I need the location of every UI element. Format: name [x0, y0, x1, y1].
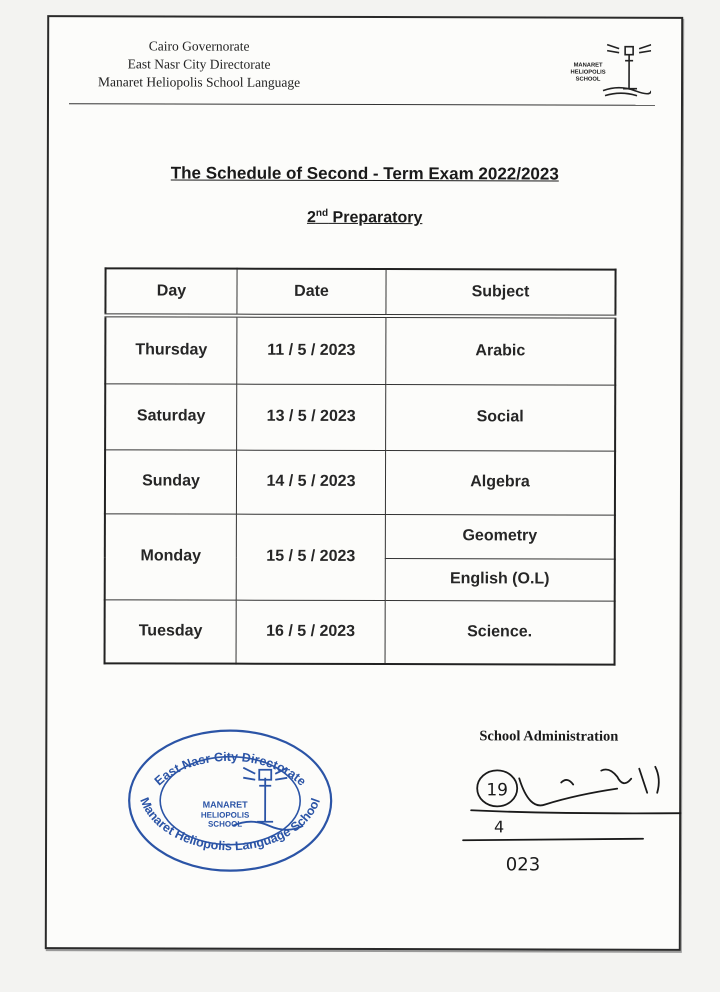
- letterhead: [69, 37, 329, 92]
- cell-subject: Geometry: [385, 514, 615, 559]
- svg-text:East Nasr City Directorate: East Nasr City Directorate: [151, 749, 309, 789]
- header-date: Date: [237, 269, 386, 316]
- handwritten-signature-icon: [411, 748, 681, 879]
- svg-text:MANARET: MANARET: [202, 799, 248, 810]
- svg-text:SCHOOL: SCHOOL: [207, 819, 243, 829]
- exam-schedule-table: [104, 267, 617, 665]
- document-title: The Schedule of Second - Term Exam 2022/2023: [170, 163, 559, 184]
- svg-text:023: 023: [505, 854, 541, 876]
- school-administration-label: School Administration: [479, 728, 619, 745]
- table-row: [105, 513, 615, 558]
- cell-day: Sunday: [105, 449, 237, 513]
- letterhead-governorate: Cairo Governorate: [148, 38, 250, 54]
- svg-text:4: 4: [493, 817, 505, 837]
- cell-date: 13 / 5 / 2023: [237, 384, 386, 450]
- document-page: [45, 15, 683, 951]
- table-row: [105, 315, 615, 384]
- cell-subject: Science.: [385, 600, 615, 665]
- cell-subject: English (O.L): [385, 558, 615, 601]
- school-logo-text: MANARET HELIOPOLIS SCHOOL: [570, 62, 606, 83]
- cell-date: 11 / 5 / 2023: [237, 316, 386, 384]
- cell-subject: Arabic: [386, 316, 616, 385]
- cell-day: Tuesday: [105, 599, 237, 663]
- cell-day: Thursday: [105, 315, 237, 383]
- table-row: [105, 599, 615, 664]
- letterhead-directorate: East Nasr City Directorate: [127, 56, 271, 72]
- cell-date: 14 / 5 / 2023: [236, 450, 385, 514]
- table-header-row: [105, 268, 615, 316]
- svg-text:19: 19: [486, 780, 509, 801]
- grade-heading: 2nd Preparatory: [306, 207, 423, 227]
- header-day: Day: [105, 268, 237, 315]
- cell-day: Saturday: [105, 383, 237, 449]
- table-row: [105, 383, 615, 450]
- school-stamp-icon: [125, 725, 335, 876]
- header-subject: Subject: [386, 269, 616, 317]
- cell-date: 15 / 5 / 2023: [236, 514, 385, 600]
- letterhead-school: Manaret Heliopolis School Language: [97, 74, 301, 90]
- header-divider: [69, 103, 655, 106]
- cell-day: Monday: [105, 513, 237, 599]
- table-row: [105, 449, 615, 514]
- svg-text:HELIOPOLIS: HELIOPOLIS: [200, 810, 250, 820]
- cell-subject: Algebra: [385, 450, 615, 515]
- svg-text:Manaret Heliopolis Language Sc: Manaret Heliopolis Language School: [137, 795, 323, 854]
- cell-date: 16 / 5 / 2023: [236, 600, 385, 664]
- cell-subject: Social: [386, 384, 616, 451]
